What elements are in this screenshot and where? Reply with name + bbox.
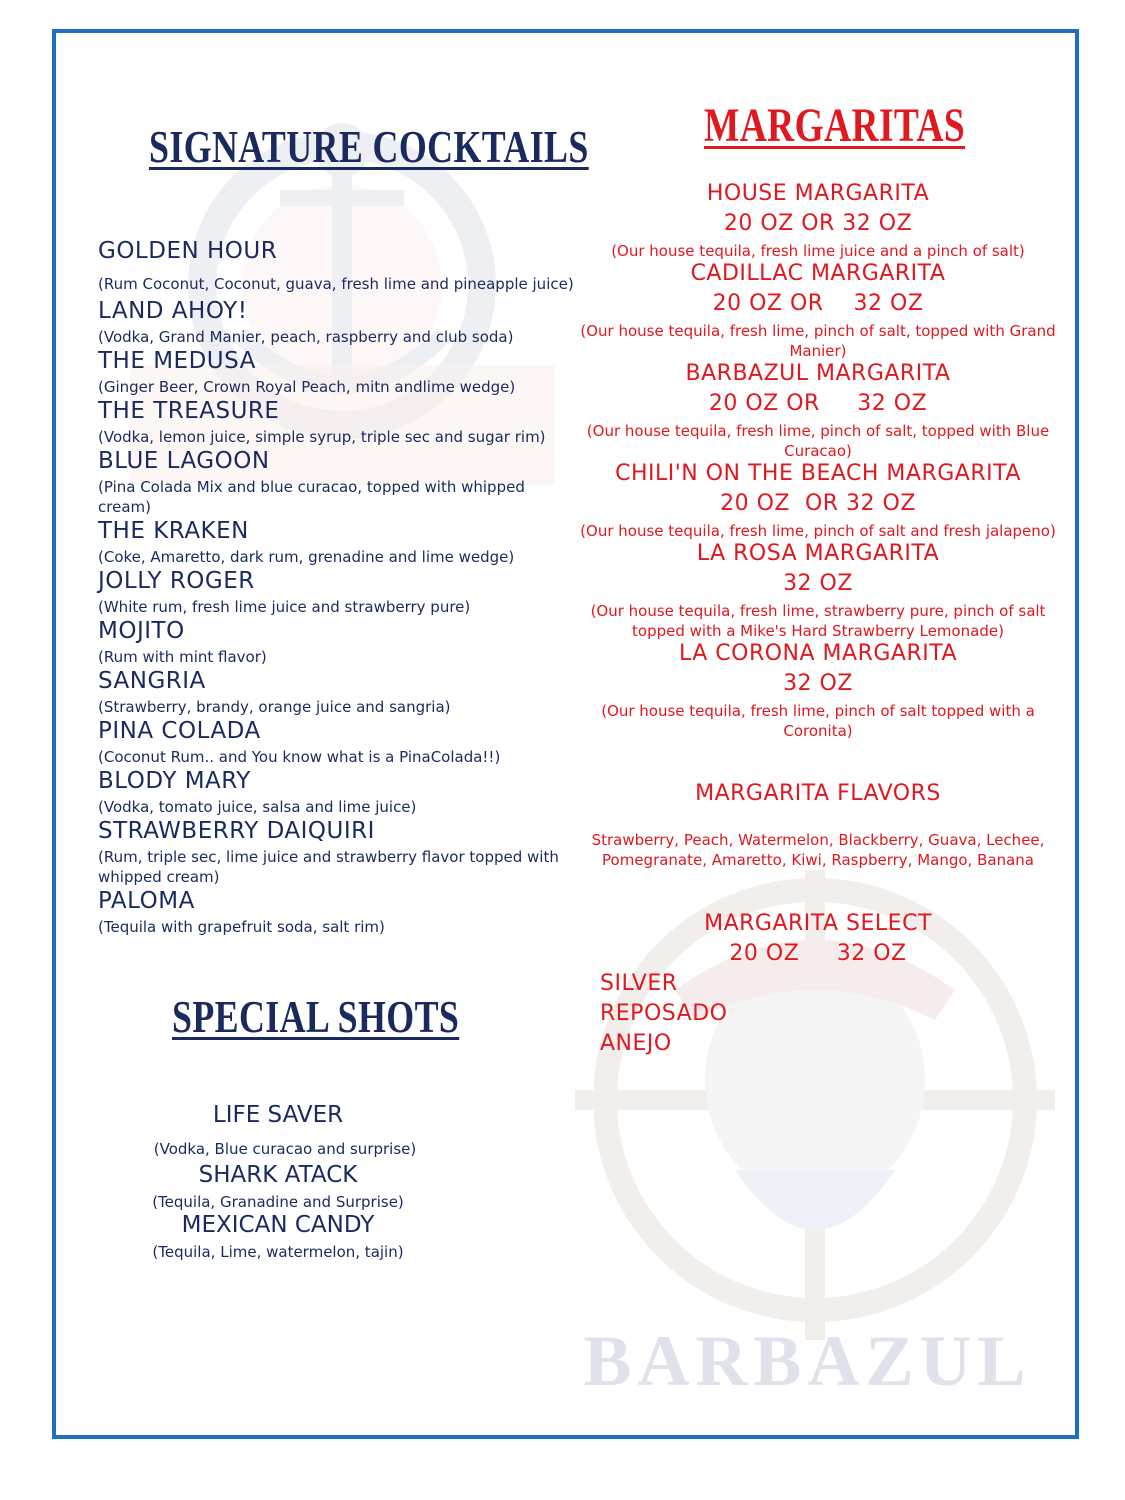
shot-name: LIFE SAVER <box>212 1102 344 1128</box>
cocktail-desc: (Coconut Rum.. and You know what is a PinaColada!!) <box>98 748 501 766</box>
tequila-option: ANEJO <box>600 1031 672 1056</box>
margarita-desc: (Our house tequila, fresh lime, pinch of salt, topped with Blue Curacao) <box>586 422 1050 460</box>
cocktail-desc-cont: whipped cream) <box>98 868 220 886</box>
cocktail-name: THE TREASURE <box>98 398 280 424</box>
cocktail-name: THE KRAKEN <box>98 518 249 544</box>
shot-desc: (Tequila, Lime, watermelon, tajin) <box>152 1243 404 1261</box>
margarita-name: BARBAZUL MARGARITA <box>685 361 951 386</box>
cocktail-name: BLODY MARY <box>98 768 251 794</box>
margarita-desc: (Our house tequila, fresh lime, pinch of salt topped with a Coronita) <box>601 702 1035 740</box>
shot-name: MEXICAN CANDY <box>181 1212 375 1238</box>
margarita-size: 32 OZ <box>783 671 853 696</box>
cocktail-name: PINA COLADA <box>98 718 261 744</box>
cocktail-desc: (Rum Coconut, Coconut, guava, fresh lime and pineapple juice) <box>98 275 574 293</box>
margarita-name: LA ROSA MARGARITA <box>696 541 940 566</box>
margarita-size: 20 OZ OR 32 OZ <box>712 291 924 316</box>
margarita-flavors-line: Strawberry, Peach, Watermelon, Blackberry, Guava, Lechee, <box>591 831 1045 849</box>
cocktail-desc: (Tequila with grapefruit soda, salt rim) <box>98 918 385 936</box>
cocktail-name: SANGRIA <box>98 668 206 694</box>
margarita-size: 20 OZ OR 32 OZ <box>708 391 928 416</box>
signature-cocktails-heading: SIGNATURE COCKTAILS <box>149 121 589 172</box>
special-shots-heading: SPECIAL SHOTS <box>172 991 460 1042</box>
cocktail-desc-cont: cream) <box>98 498 151 516</box>
cocktail-desc: (Rum with mint flavor) <box>98 648 267 666</box>
cocktail-name: GOLDEN HOUR <box>98 238 278 264</box>
cocktail-desc: (Strawberry, brandy, orange juice and sangria) <box>98 698 451 716</box>
shot-name: SHARK ATACK <box>198 1162 358 1188</box>
cocktail-desc: (Vodka, lemon juice, simple syrup, triple sec and sugar rim) <box>98 428 546 446</box>
margarita-flavors-heading: MARGARITA FLAVORS <box>695 781 941 806</box>
tequila-option: REPOSADO <box>600 1001 728 1026</box>
cocktail-name: STRAWBERRY DAIQUIRI <box>98 818 375 844</box>
cocktail-name: BLUE LAGOON <box>98 448 270 474</box>
cocktail-name: LAND AHOY! <box>98 298 248 324</box>
margaritas-heading: MARGARITAS <box>704 99 966 152</box>
watermark-logo-text: BARBAZUL <box>583 1321 1032 1401</box>
margarita-select-sizes: 20 OZ 32 OZ <box>729 941 907 966</box>
cocktail-desc: (Vodka, Grand Manier, peach, raspberry and club soda) <box>98 328 514 346</box>
shot-desc: (Tequila, Granadine and Surprise) <box>152 1193 404 1211</box>
cocktail-desc: (Vodka, tomato juice, salsa and lime juice) <box>98 798 417 816</box>
cocktail-desc: (Ginger Beer, Crown Royal Peach, mitn andlime wedge) <box>98 378 516 396</box>
cocktail-name: PALOMA <box>98 888 195 914</box>
margarita-desc: (Our house tequila, fresh lime, strawberry pure, pinch of salt topped with a Mike's Hard Strawberry Lemonade) <box>590 602 1046 640</box>
cocktail-desc: (Coke, Amaretto, dark rum, grenadine and lime wedge) <box>98 548 515 566</box>
margarita-desc: (Our house tequila, fresh lime, pinch of salt, topped with Grand Manier) <box>580 322 1056 360</box>
shot-desc: (Vodka, Blue curacao and surprise) <box>153 1140 417 1158</box>
margarita-size: 32 OZ <box>783 571 853 596</box>
cocktail-desc: (Pina Colada Mix and blue curacao, topped with whipped <box>98 478 525 496</box>
margarita-desc: (Our house tequila, fresh lime juice and a pinch of salt) <box>611 242 1025 260</box>
margarita-desc: (Our house tequila, fresh lime, pinch of salt and fresh jalapeno) <box>580 522 1056 540</box>
cocktail-name: THE MEDUSA <box>98 348 256 374</box>
cocktail-name: JOLLY ROGER <box>98 568 255 594</box>
margarita-size: 20 OZ OR 32 OZ <box>723 211 913 236</box>
cocktail-desc: (Rum, triple sec, lime juice and strawberry flavor topped with <box>98 848 559 866</box>
margarita-name: HOUSE MARGARITA <box>706 181 930 206</box>
margarita-flavors-line: Pomegranate, Amaretto, Kiwi, Raspberry, Mango, Banana <box>602 851 1034 869</box>
margarita-select-heading: MARGARITA SELECT <box>704 911 932 936</box>
margarita-name: LA CORONA MARGARITA <box>678 641 958 666</box>
margarita-name: CADILLAC MARGARITA <box>690 261 946 286</box>
tequila-option: SILVER <box>600 971 678 996</box>
margarita-size: 20 OZ OR 32 OZ <box>720 491 916 516</box>
margarita-name: CHILI'N ON THE BEACH MARGARITA <box>615 461 1021 486</box>
cocktail-desc: (White rum, fresh lime juice and strawberry pure) <box>98 598 471 616</box>
cocktail-name: MOJITO <box>98 618 185 644</box>
